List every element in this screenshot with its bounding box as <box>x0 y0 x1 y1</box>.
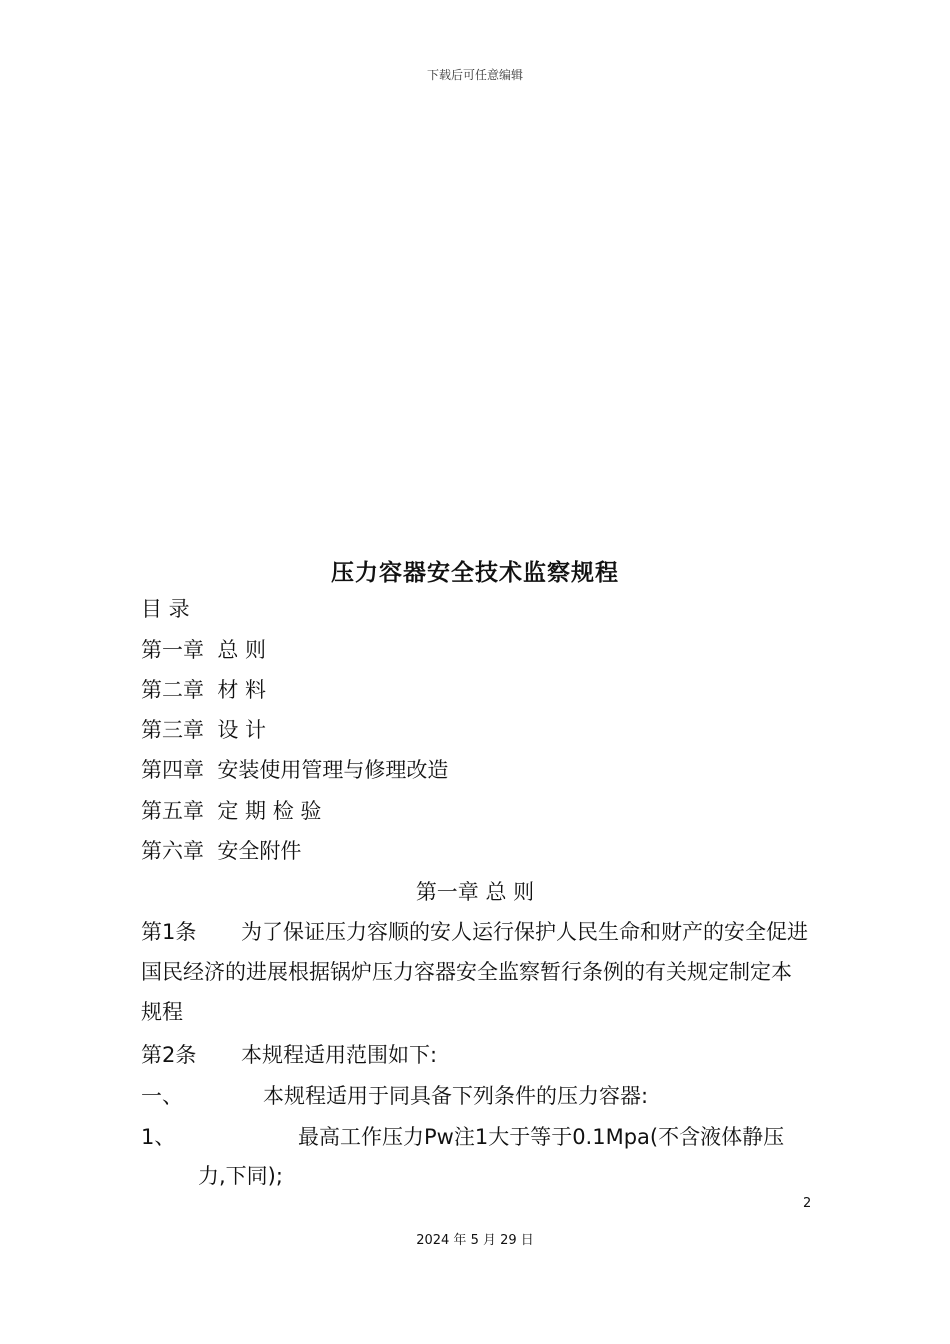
article-label: 第1条 <box>141 920 197 944</box>
toc-item-4 <box>141 755 448 785</box>
page-number: 2 <box>803 1196 812 1211</box>
item-1 <box>141 1081 648 1111</box>
toc-chapter-name: 总 则 <box>217 638 267 662</box>
toc-chapter-num: 第六章 <box>141 839 204 863</box>
article-text: 为了保证压力容顺的安人运行保护人民生命和财产的安全促进国民经济的进展根据锅炉压力容器安全监察暂行条例的有关规定制定本规程 <box>141 920 808 1024</box>
toc-chapter-name: 设 计 <box>217 718 267 742</box>
toc-chapter-num: 第五章 <box>141 799 204 823</box>
page-header: 下载后可任意编辑 <box>426 68 523 82</box>
toc-chapter-name: 材 料 <box>217 678 267 702</box>
item-label: 一、 <box>141 1084 183 1108</box>
toc-heading: 目 录 <box>141 597 190 621</box>
sub-item-1 <box>141 1122 784 1152</box>
document-title: 压力容器安全技术监察规程 <box>331 560 619 586</box>
toc-item-6 <box>141 836 301 866</box>
toc-chapter-num: 第三章 <box>141 718 204 742</box>
toc-chapter-name: 定 期 检 验 <box>217 799 322 823</box>
toc-chapter-num: 第四章 <box>141 758 204 782</box>
article-label: 第2条 <box>141 1043 197 1067</box>
toc-chapter-name: 安装使用管理与修理改造 <box>217 758 449 782</box>
sub-item-label: 1、 <box>141 1125 176 1149</box>
toc-item-5 <box>141 796 321 826</box>
toc-item-1 <box>141 635 266 665</box>
article-text: 本规程适用范围如下: <box>241 1043 438 1067</box>
sub-item-continuation: 力,下同); <box>198 1164 283 1188</box>
toc-chapter-num: 第一章 <box>141 638 204 662</box>
item-text: 本规程适用于同具备下列条件的压力容器: <box>263 1084 649 1108</box>
toc-chapter-name: 安全附件 <box>217 839 302 863</box>
toc-chapter-num: 第二章 <box>141 678 204 702</box>
toc-item-2 <box>141 675 266 705</box>
chapter-heading: 第一章 总 则 <box>415 880 535 904</box>
toc-item-3 <box>141 715 266 745</box>
article-2 <box>141 1040 437 1070</box>
page-footer-date: 2024 年 5 月 29 日 <box>416 1233 534 1248</box>
sub-item-text: 最高工作压力Pw注1大于等于0.1Mpa(不含液体静压 <box>298 1125 785 1149</box>
article-1 <box>141 912 811 1032</box>
